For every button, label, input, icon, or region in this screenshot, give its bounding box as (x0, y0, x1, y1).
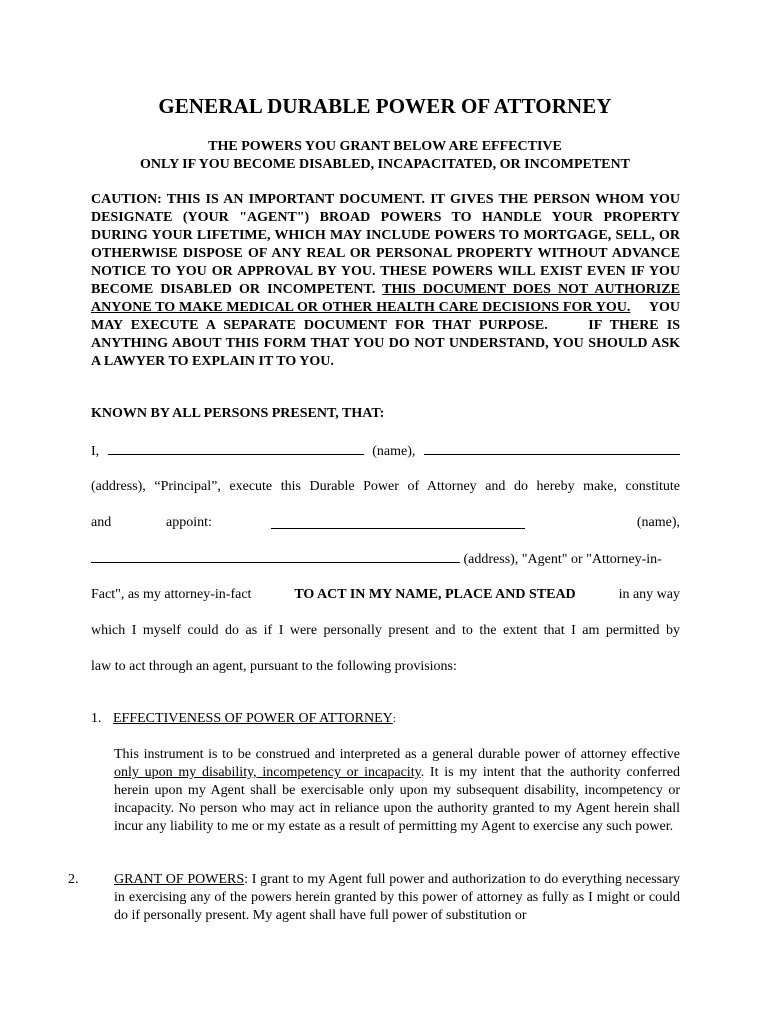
section-1-heading (91, 711, 396, 727)
subtitle-line-1: THE POWERS YOU GRANT BELOW ARE EFFECTIVE (208, 139, 562, 154)
section-2-number: 2. (68, 872, 79, 887)
agent-name-blank[interactable] (271, 516, 525, 529)
section-1-underlined-text: only upon my disability, incompetency or incapacity (114, 765, 421, 780)
act-in-my-name-text: TO ACT IN MY NAME, PLACE AND STEAD (294, 587, 576, 602)
attorney-in-fact-text: Fact", as my attorney-in-fact (91, 587, 252, 602)
section-2-paragraph (68, 871, 680, 925)
section-1-text-b: . It is my intent that the authority conferred herein upon my Agent shall be exercisable only upon my subsequent disability, incompetency or incapacity. No person who may act in reliance upon the authority granted to my Agent herein shall incur any liability to me or my estate as a result of permitting my Agent to exercise any such power. (114, 765, 680, 834)
section-1-title: EFFECTIVENESS OF POWER OF ATTORNEY (113, 711, 393, 726)
caution-text-1: CAUTION: THIS IS AN IMPORTANT DOCUMENT. IT GIVES THE PERSON WHOM YOU DESIGNATE (YOUR "AGENT") BROAD POWERS TO HANDLE YOUR PROPERTY DURING YOUR LIFETIME, WHICH MAY INCLUDE POWERS TO MORTGAGE, SELL, OR OTHERWISE DISPOSE OF ANY REAL OR PERSONAL PROPERTY WITHOUT ADVANCE NOTICE TO YOU OR APPROVAL BY YOU. THESE POWERS WILL EXIST EVEN IF YOU BECOME DISABLED OR INCOMPETENT. (91, 192, 680, 297)
subtitle-line-2: ONLY IF YOU BECOME DISABLED, INCAPACITATED, OR INCOMPETENT (140, 157, 630, 172)
section-1-paragraph (114, 746, 680, 836)
section-1-text-a: This instrument is to be construed and interpreted as a general durable power of attorney effective (114, 747, 680, 762)
appoint-label: appoint: (166, 515, 212, 530)
section-1-colon: : (392, 713, 396, 725)
agent-address-blank[interactable] (91, 550, 460, 563)
caution-paragraph (91, 191, 684, 371)
known-by-heading: KNOWN BY ALL PERSONS PRESENT, THAT: (91, 406, 385, 421)
agent-name-label: (name), (636, 515, 680, 530)
agent-address-label: (address), "Agent" or "Attorney-in- (463, 552, 662, 567)
principal-name-line (91, 442, 680, 461)
section-1-number: 1. (91, 711, 102, 726)
caution-underlined-text: THIS DOCUMENT DOES NOT AUTHORIZE ANYONE TO MAKE MEDICAL OR OTHER HEALTH CARE DECISIONS FOR YOU. (91, 282, 680, 315)
agent-address-line (91, 550, 680, 569)
and-label: and (91, 515, 112, 530)
attorney-in-fact-line (91, 586, 680, 604)
principal-address-blank[interactable] (424, 442, 680, 455)
personally-present-line: which I myself could do as if I were personally present and to the extent that I am permitted by (91, 623, 680, 638)
principal-address-line: (address), “Principal”, execute this Durable Power of Attorney and do hereby make, constitute (91, 479, 680, 494)
caution-text-2: YOU MAY EXECUTE A SEPARATE DOCUMENT FOR THAT PURPOSE. IF THERE IS ANYTHING ABOUT THIS FORM THAT YOU DO NOT UNDERSTAND, YOU SHOULD ASK A LAWYER TO EXPLAIN IT TO YOU. (91, 300, 684, 369)
following-provisions-line: law to act through an agent, pursuant to the following provisions: (91, 659, 457, 674)
principal-name-label: (name), (372, 444, 416, 459)
section-2-title: GRANT OF POWERS (114, 872, 245, 887)
document-title: GENERAL DURABLE POWER OF ATTORNEY (158, 94, 612, 118)
section-2-text: : I grant to my Agent full power and authorization to do everything necessary in exercising any of the powers herein granted by this power of attorney as fully as I might or could do if personally present. My agent shall have full power of substitution or (114, 872, 680, 923)
principal-i-label: I, (91, 444, 100, 459)
principal-name-blank[interactable] (108, 442, 364, 455)
in-any-way-text: in any way (618, 587, 680, 602)
